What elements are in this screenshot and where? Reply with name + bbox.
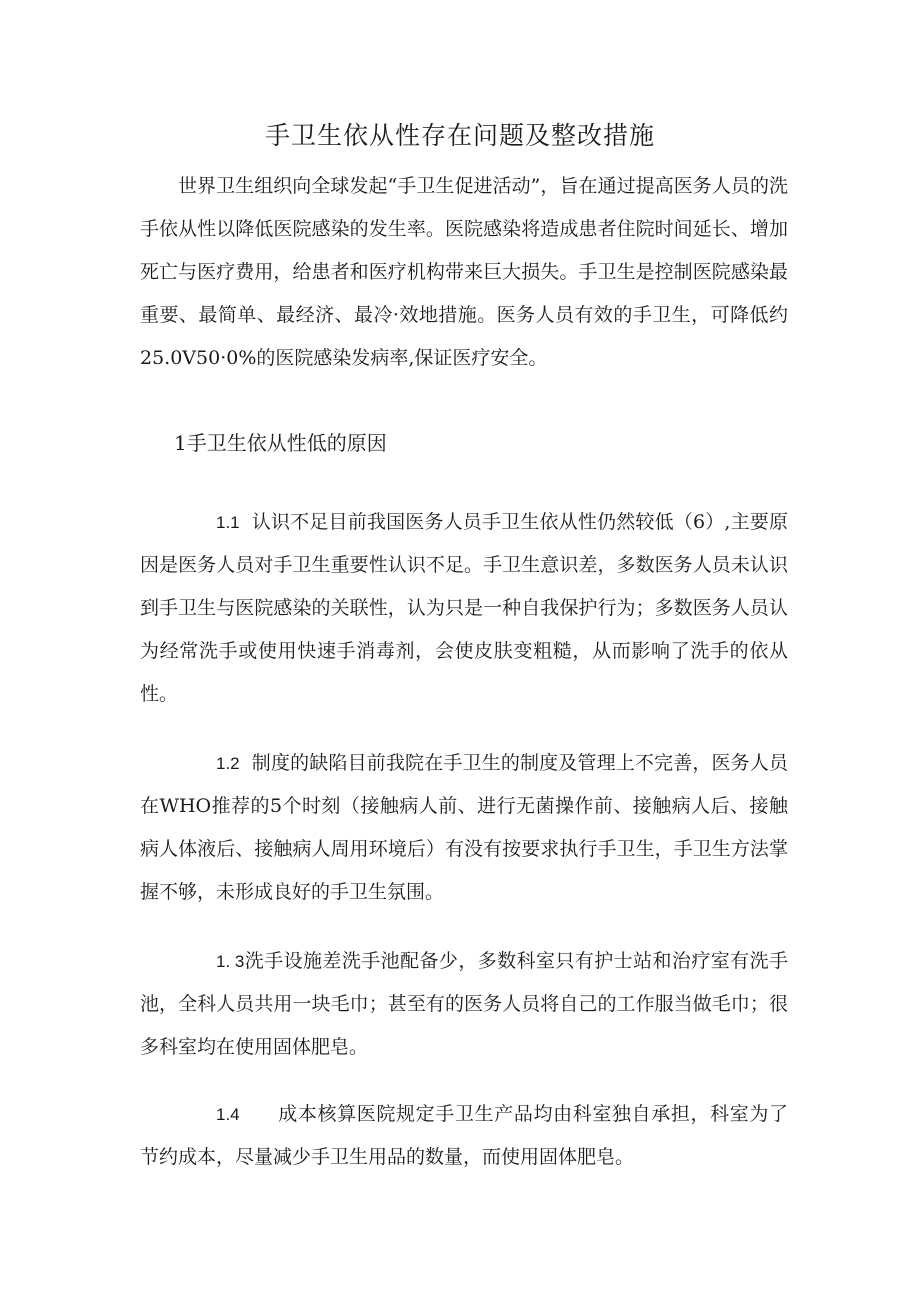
section-1-2-number: 1.2 (216, 754, 240, 773)
section-1-2-paragraph (140, 742, 788, 914)
section-1-3-text: 洗手设施差洗手池配备少，多数科室只有护士站和治疗室有洗手池，全科人员共用一块毛巾；甚至有的医务人员将自己的工作服当做毛巾；很多科室均在使用固体肥皂。 (140, 950, 788, 1058)
document-title: 手卫生依从性存在问题及整改措施 (264, 121, 655, 150)
section-1-1-paragraph (140, 501, 788, 716)
section-1-1-number: 1.1 (216, 513, 240, 532)
section-heading: 1手卫生依从性低的原因 (174, 431, 387, 455)
section-1-4-paragraph (140, 1093, 788, 1179)
intro-paragraph: 世界卫生组织向全球发起“手卫生促进活动”，旨在通过提高医务人员的洗手依从性以降低医院感染的发生率。医院感染将造成患者住院时间延长、增加死亡与医疗费用，给患者和医疗机构带来巨大损失。手卫生是控制医院感染最重要、最简单、最经济、最冷·效地措施。医务人员有效的手卫生，可降低约25.0V50·0%的医院感染发病率,保证医疗安全。 (140, 175, 788, 369)
section-1-2-text: 制度的缺陷目前我院在手卫生的制度及管理上不完善，医务人员在WHO推荐的5个时刻（接触病人前、进行无菌操作前、接触病人后、接触病人体液后、接触病人周用环境后）有没有按要求执行手卫生，手卫生方法掌握不够，未形成良好的手卫生氛围。 (140, 752, 788, 903)
section-1-4-text: 成本核算医院规定手卫生产品均由科室独自承担，科室为了节约成本，尽量减少手卫生用品的数量，而使用固体肥皂。 (140, 1103, 788, 1168)
section-1-4-number: 1.4 (216, 1105, 240, 1124)
section-1-3-number: 1. 3 (216, 952, 245, 971)
section-1-1-text: 认识不足目前我国医务人员手卫生依从性仍然较低（6）,主要原因是医务人员对手卫生重要性认识不足。手卫生意识差，多数医务人员未认识到手卫生与医院感染的关联性，认为只是一种自我保护行为；多数医务人员认为经常洗手或使用快速手消毒剂，会使皮肤变粗糙，从而影响了洗手的依从性。 (140, 511, 788, 705)
section-1-3-paragraph (140, 940, 788, 1069)
